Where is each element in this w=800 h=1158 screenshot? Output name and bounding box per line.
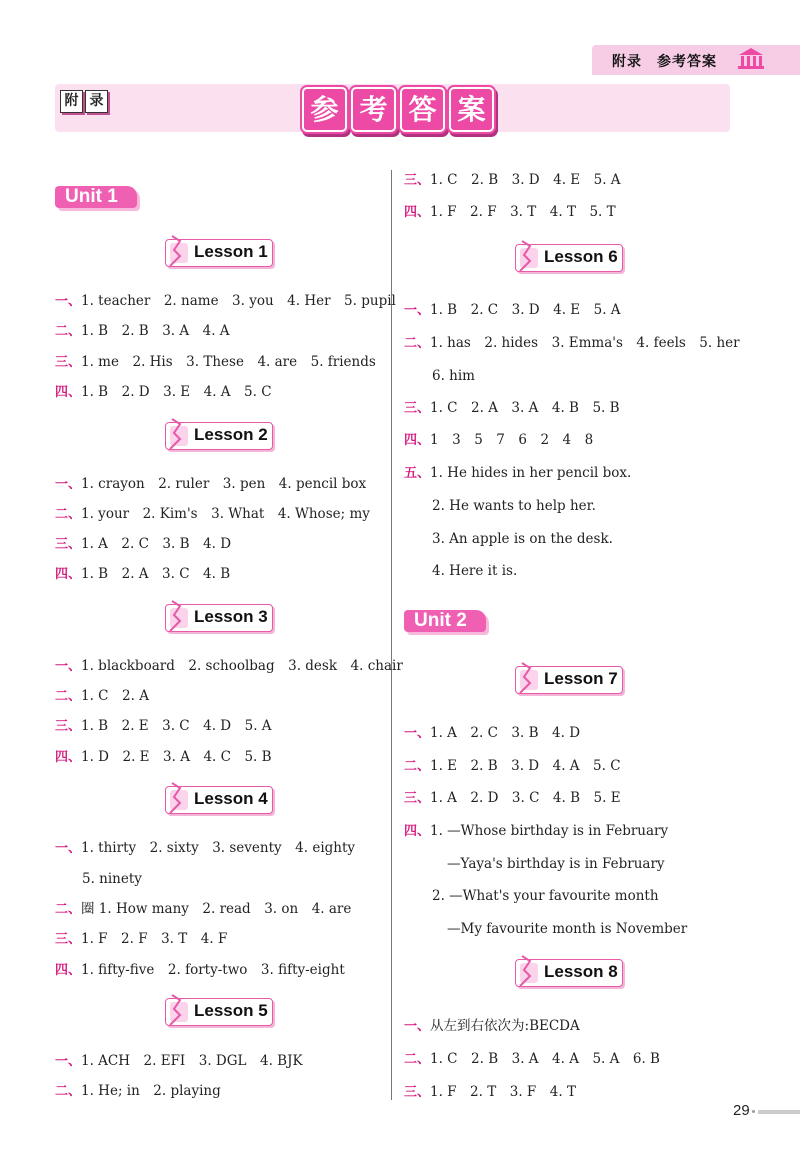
answer-text: 从左到右依次为:BECDA: [430, 1018, 580, 1034]
answer-text: 2. —What's your favourite month: [432, 888, 659, 904]
answer-row: [55, 961, 345, 980]
answer-text: 1. C 2. B 3. A 4. A 5. A 6. B: [430, 1051, 660, 1067]
answer-text: 1. He; in 2. playing: [81, 1083, 221, 1099]
lesson-badge: [515, 959, 623, 987]
answer-row: [55, 900, 351, 919]
question-number: 二、: [404, 1052, 431, 1067]
question-number: 三、: [404, 401, 431, 416]
lesson-label: Lesson 6: [544, 247, 618, 266]
answer-row: [55, 292, 396, 311]
answer-text: 4. Here it is.: [432, 563, 518, 579]
answer-text: 1. B 2. E 3. C 4. D 5. A: [81, 718, 272, 734]
answer-text: 1 3 5 7 6 2 4 8: [430, 432, 594, 448]
answer-text: 3. An apple is on the desk.: [432, 531, 613, 547]
lesson-label: Lesson 3: [194, 607, 268, 626]
answer-text: 6. him: [432, 368, 475, 384]
answer-row: [55, 353, 376, 372]
answer-text: 1. C 2. A: [81, 688, 149, 704]
answer-text: 1. F 2. F 3. T 4. T 5. T: [430, 204, 616, 220]
answer-row: [404, 822, 668, 841]
answer-text: 1. C 2. A 3. A 4. B 5. B: [430, 400, 620, 416]
answer-row: [404, 724, 580, 743]
answer-row: [55, 505, 370, 524]
answer-row: [55, 1082, 221, 1101]
answer-text: 5. ninety: [82, 871, 142, 887]
title-char: 答: [400, 87, 445, 132]
answer-text: —Yaya's birthday is in February: [447, 856, 665, 872]
answer-text: 1. —Whose birthday is in February: [430, 823, 669, 839]
answer-row: [404, 1017, 580, 1036]
question-number: 三、: [404, 1085, 431, 1100]
question-number: 一、: [55, 477, 82, 492]
answer-text: 1. has 2. hides 3. Emma's 4. feels 5. her: [430, 335, 740, 351]
lesson-badge: [165, 786, 273, 814]
question-number: 四、: [55, 963, 82, 978]
appendix-char: 附: [60, 90, 83, 113]
answer-text: 1. C 2. B 3. D 4. E 5. A: [430, 172, 621, 188]
page-number: 29: [733, 1102, 750, 1119]
answer-text: 1. teacher 2. name 3. you 4. Her 5. pupil: [81, 293, 396, 309]
answer-row: [55, 657, 403, 676]
question-number: 四、: [55, 567, 82, 582]
answer-row: [55, 475, 366, 494]
answer-row: [55, 687, 149, 706]
lesson-badge: [165, 239, 273, 267]
answer-text: 1. A 2. C 3. B 4. D: [430, 725, 581, 741]
answer-row: [55, 839, 355, 858]
question-number: 四、: [404, 205, 431, 220]
question-number: 三、: [404, 791, 431, 806]
answer-row: [432, 367, 475, 386]
page-footer-bar: [758, 1110, 800, 1114]
page-title: [302, 87, 494, 132]
question-number: 三、: [55, 719, 82, 734]
lesson-label: Lesson 2: [194, 425, 268, 444]
question-number: 二、: [55, 324, 82, 339]
question-number: 二、: [55, 689, 82, 704]
answer-text: 1. me 2. His 3. These 4. are 5. friends: [81, 354, 376, 370]
answer-row: [404, 1083, 576, 1102]
unit-badge: Unit 1: [55, 186, 137, 208]
answer-text: 1. your 2. Kim's 3. What 4. Whose; my: [81, 506, 370, 522]
answer-text: —My favourite month is November: [447, 921, 688, 937]
answer-text: 圈 1. How many 2. read 3. on 4. are: [81, 901, 352, 917]
question-number: 四、: [404, 824, 431, 839]
answer-row: [404, 464, 631, 483]
answer-row: [432, 562, 517, 581]
question-number: 二、: [55, 507, 82, 522]
question-number: 一、: [55, 294, 82, 309]
appendix-char: 录: [85, 90, 108, 113]
answer-row: [404, 203, 616, 222]
answer-row: [55, 1052, 303, 1071]
answer-row: [404, 171, 621, 190]
question-number: 四、: [55, 385, 82, 400]
answer-row: [404, 301, 621, 320]
answer-text: 1. He hides in her pencil box.: [430, 465, 632, 481]
answer-text: 1. B 2. B 3. A 4. A: [81, 323, 230, 339]
answer-row: [404, 431, 593, 450]
question-number: 一、: [404, 303, 431, 318]
question-number: 三、: [404, 173, 431, 188]
answer-text: 1. D 2. E 3. A 4. C 5. B: [81, 749, 272, 765]
question-number: 二、: [55, 1084, 82, 1099]
lesson-badge: [165, 604, 273, 632]
answer-text: 1. B 2. C 3. D 4. E 5. A: [430, 302, 621, 318]
appendix-label: [60, 90, 108, 113]
answer-row: [55, 565, 230, 584]
question-number: 三、: [55, 932, 82, 947]
answer-text: 1. B 2. D 3. E 4. A 5. C: [81, 384, 272, 400]
answer-text: 1. blackboard 2. schoolbag 3. desk 4. chair: [81, 658, 403, 674]
question-number: 一、: [404, 726, 431, 741]
question-number: 二、: [404, 759, 431, 774]
answer-row: [432, 887, 659, 906]
answer-row: [55, 322, 230, 341]
answer-text: 1. fifty-five 2. forty-two 3. fifty-eight: [81, 962, 345, 978]
title-char: 考: [351, 87, 396, 132]
lesson-label: Lesson 8: [544, 962, 618, 981]
answer-text: 1. F 2. F 3. T 4. F: [81, 931, 228, 947]
title-char: 参: [302, 87, 347, 132]
lesson-label: Lesson 1: [194, 242, 268, 261]
question-number: 三、: [55, 355, 82, 370]
answer-row: [55, 748, 272, 767]
answer-row: [404, 789, 621, 808]
question-number: 二、: [404, 336, 431, 351]
answer-row: [447, 920, 687, 939]
question-number: 一、: [404, 1019, 431, 1034]
question-number: 一、: [55, 1054, 82, 1069]
answer-text: 1. F 2. T 3. F 4. T: [430, 1084, 576, 1100]
answer-row: [432, 497, 596, 516]
answer-row: [404, 334, 740, 353]
lesson-badge: [515, 666, 623, 694]
answer-text: 1. B 2. A 3. C 4. B: [81, 566, 231, 582]
lesson-badge: [165, 422, 273, 450]
page-dot: [752, 1110, 755, 1113]
question-number: 三、: [55, 537, 82, 552]
question-number: 五、: [404, 466, 431, 481]
question-number: 四、: [404, 433, 431, 448]
answer-row: [55, 717, 272, 736]
lesson-label: Lesson 4: [194, 789, 268, 808]
answer-row: [404, 757, 621, 776]
question-number: 一、: [55, 659, 82, 674]
answer-row: [55, 930, 227, 949]
unit-badge: Unit 2: [404, 610, 486, 632]
lesson-badge: [165, 998, 273, 1026]
answer-text: 1. A 2. C 3. B 4. D: [81, 536, 232, 552]
answer-text: 1. ACH 2. EFI 3. DGL 4. BJK: [81, 1053, 303, 1069]
question-number: 一、: [55, 841, 82, 856]
answer-row: [55, 383, 272, 402]
title-char: 案: [449, 87, 494, 132]
answer-row: [404, 399, 620, 418]
answer-row: [432, 530, 613, 549]
answer-row: [55, 535, 231, 554]
question-number: 四、: [55, 750, 82, 765]
question-number: 二、: [55, 902, 82, 917]
answer-row: [82, 870, 142, 889]
lesson-label: Lesson 7: [544, 669, 618, 688]
answer-text: 1. A 2. D 3. C 4. B 5. E: [430, 790, 621, 806]
lesson-badge: [515, 244, 623, 272]
answer-text: 1. thirty 2. sixty 3. seventy 4. eighty: [81, 840, 356, 856]
lesson-label: Lesson 5: [194, 1001, 268, 1020]
answer-row: [404, 1050, 660, 1069]
answer-text: 1. E 2. B 3. D 4. A 5. C: [430, 758, 621, 774]
columns-building-icon: [736, 45, 766, 71]
answer-text: 1. crayon 2. ruler 3. pen 4. pencil box: [81, 476, 367, 492]
header-title: 附录 参考答案: [612, 54, 717, 70]
answer-row: [447, 855, 665, 874]
answer-text: 2. He wants to help her.: [432, 498, 596, 514]
